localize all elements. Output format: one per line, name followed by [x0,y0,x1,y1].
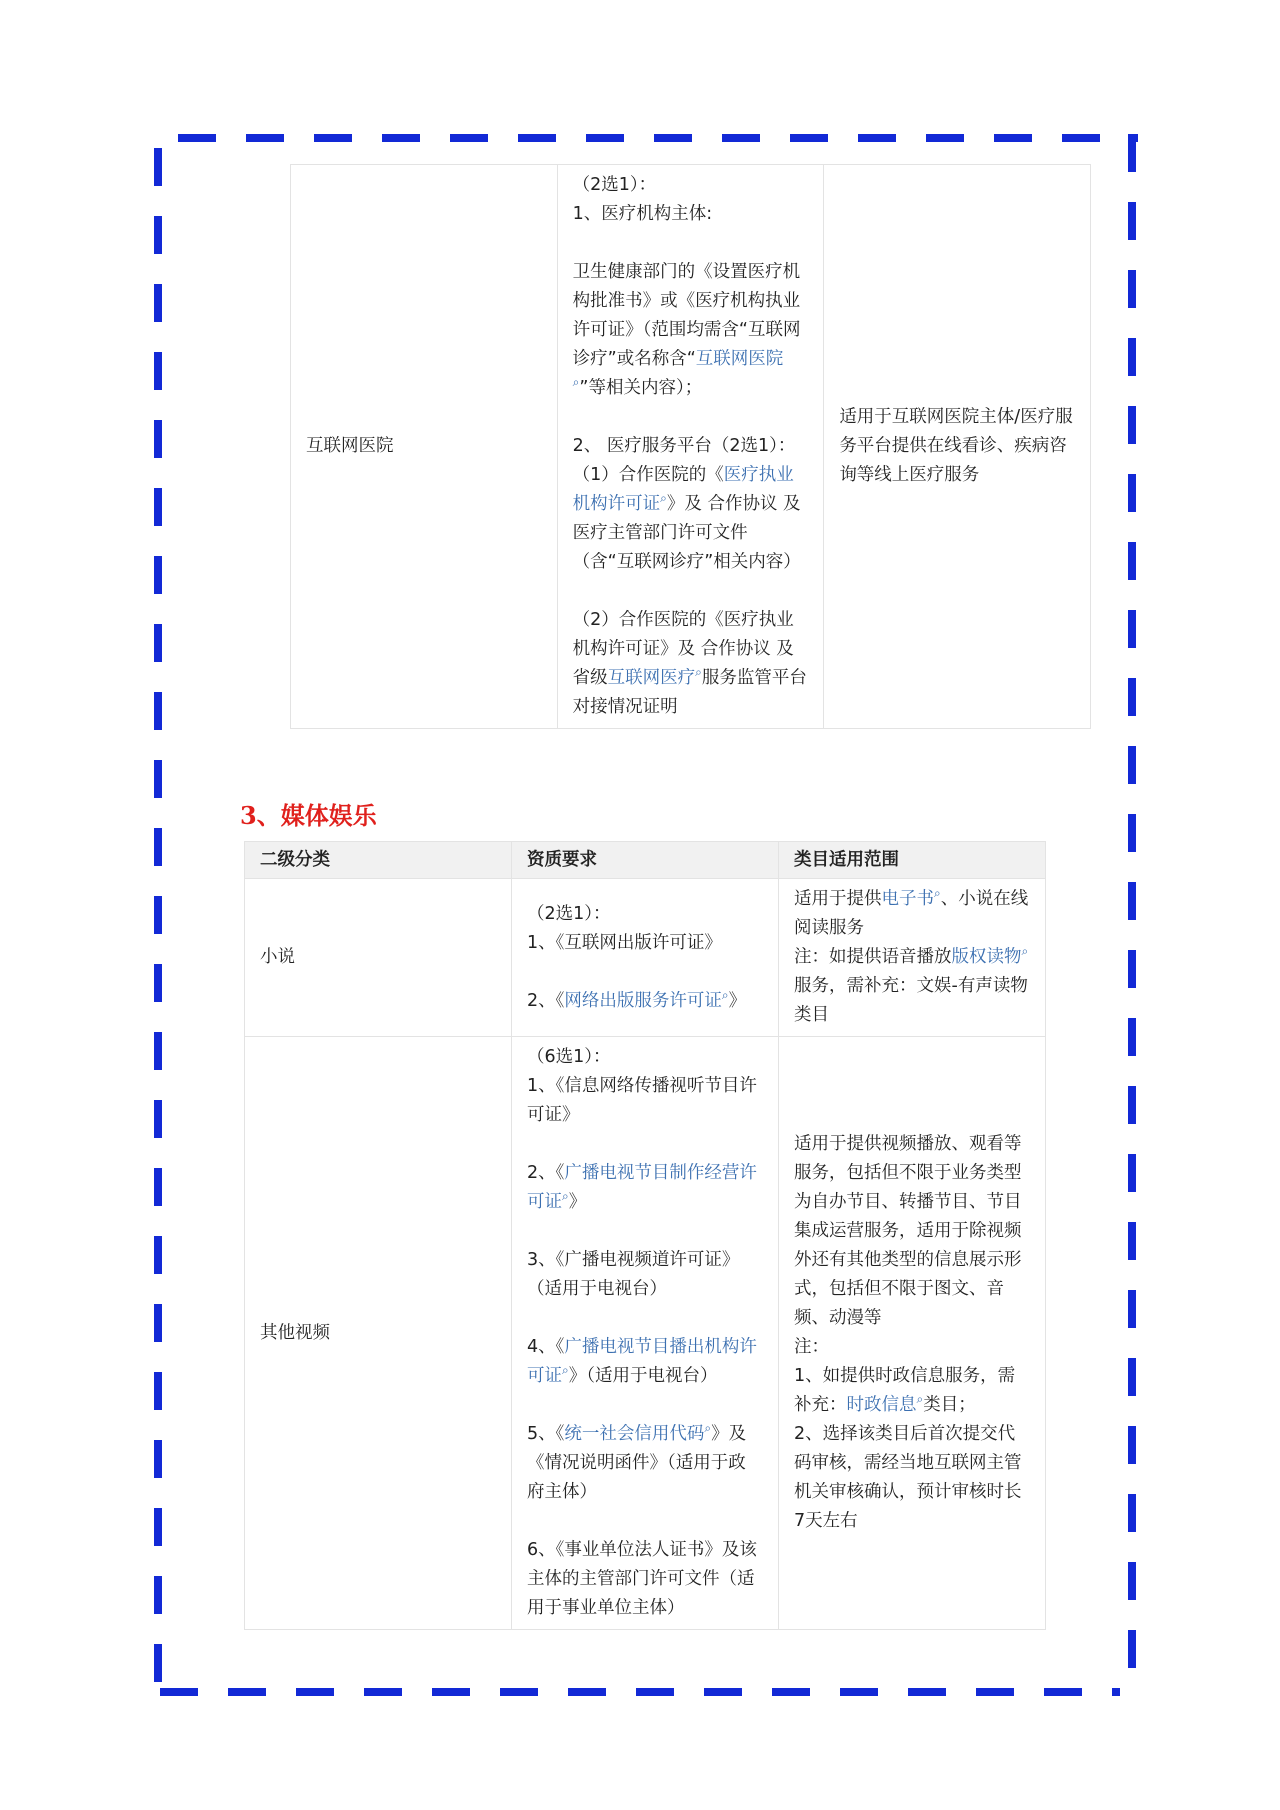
scope-cell [779,879,1046,1037]
keyword-link[interactable]: 版权读物 [951,947,1022,967]
keyword-link[interactable]: 广播电视节目播出机构许可证 [527,1337,757,1386]
req-line: （2）合作医院的《医疗执业机构许可证》及 合作协议 及 省级互联网医疗⌕服务监管平台对接情况证明 [572,610,807,717]
keyword-link[interactable]: 电子书 [881,889,934,909]
keyword-link[interactable]: 网络出版服务许可证 [564,990,722,1011]
req-line: （6选1）： [527,1047,611,1067]
table-row [245,1037,1046,1630]
table-header-row [245,842,1046,879]
search-icon: ⌕ [660,491,667,506]
req-line: （1）合作医院的《医疗执业机构许可证⌕》及 合作协议 及 医疗主管部门许可文件（含“互联网诊疗”相关内容） [572,465,801,572]
req-line [527,958,763,987]
category-cell: 互联网医院 [291,165,558,729]
req-line: （2选1）： [527,903,611,924]
req-line: 1、《信息网络传播视听节目许可证》 [527,1076,757,1125]
keyword-link[interactable]: 统一社会信用代码 [564,1424,705,1444]
scope-line: 2、选择该类目后首次提交代码审核，需经当地互联网主管机关审核确认，预计审核时长7天左右 [794,1424,1022,1531]
search-icon: ⌕ [1021,944,1029,959]
scope-line: 注：如提供语音播放版权读物⌕服务，需补充：文娱-有声读物类目 [794,944,1029,1025]
search-icon: ⌕ [704,1421,712,1436]
header-scope: 类目适用范围 [779,842,1046,879]
search-icon: ⌕ [562,1189,569,1204]
search-icon: ⌕ [572,375,580,390]
section-title: 3、媒体娱乐 [240,801,377,830]
requirements-cell [512,879,779,1037]
scope-line: 注： [794,1337,829,1357]
req-line [573,577,809,606]
table-media-entertainment [244,841,1046,1630]
req-line [527,1507,763,1536]
req-line [527,1391,763,1420]
req-line: 卫生健康部门的《设置医疗机构批准书》或《医疗机构执业许可证》（范围均需含“互联网诊疗”或名称含“互联网医院⌕”等相关内容）； [572,262,801,398]
req-line [527,1130,763,1159]
keyword-link[interactable]: 广播电视节目制作经营许可证 [527,1163,757,1212]
keyword-link[interactable]: 互联网医疗 [607,668,696,688]
keyword-link[interactable]: 互联网医院 [695,349,784,369]
category-cell: 小说 [245,879,512,1037]
scope-cell: 适用于互联网医院主体/医疗服务平台提供在线看诊、疾病咨询等线上医疗服务 [824,165,1091,729]
req-line: （2选1）： [572,175,657,195]
req-line: 5、《统一社会信用代码⌕》及《情况说明函件》（适用于政府主体） [527,1421,747,1502]
req-line: 1、医疗机构主体: [572,204,713,224]
search-icon: ⌕ [916,1392,924,1407]
table-row [291,165,1091,729]
keyword-link[interactable]: 时政信息 [846,1395,917,1415]
search-icon: ⌕ [721,987,729,1002]
header-requirements: 资质要求 [512,842,779,879]
req-line: 4、《广播电视节目播出机构许可证⌕》（适用于电视台） [527,1337,757,1386]
search-icon: ⌕ [695,665,702,680]
req-line: 6、《事业单位法人证书》及该主体的主管部门许可文件（适用于事业单位主体） [527,1540,757,1618]
search-icon: ⌕ [934,886,941,901]
req-line: 2、《网络出版服务许可证⌕》 [527,987,747,1011]
scope-line: 1、如提供时政信息服务，需补充：时政信息⌕类目； [794,1366,1016,1415]
scope-line: 适用于提供电子书⌕、小说在线阅读服务 [794,886,1029,938]
req-line: 2、 医疗服务平台（2选1）： [572,436,796,456]
requirements-cell [557,165,824,729]
requirements-cell [512,1037,779,1630]
scope-line: 适用于提供视频播放、观看等服务，包括但不限于业务类型为自办节目、转播节目、节目集成运营服务，适用于除视频外还有其他类型的信息展示形式，包括但不限于图文、音频、动漫等 [794,1134,1022,1328]
search-icon: ⌕ [562,1363,569,1378]
req-line: 2、《广播电视节目制作经营许可证⌕》 [527,1163,757,1212]
req-line: 3、《广播电视频道许可证》（适用于电视台） [527,1250,740,1299]
scope-cell [779,1037,1046,1630]
category-cell: 其他视频 [245,1037,512,1630]
table-row [245,879,1046,1037]
req-line [527,1217,763,1246]
keyword-link[interactable]: 医疗执业机构许可证 [572,465,794,514]
req-line [573,403,809,432]
table-internet-hospital [290,164,1091,729]
req-line [527,1304,763,1333]
req-line [573,229,809,258]
header-category: 二级分类 [245,842,512,879]
req-line: 1、《互联网出版许可证》 [527,932,722,953]
